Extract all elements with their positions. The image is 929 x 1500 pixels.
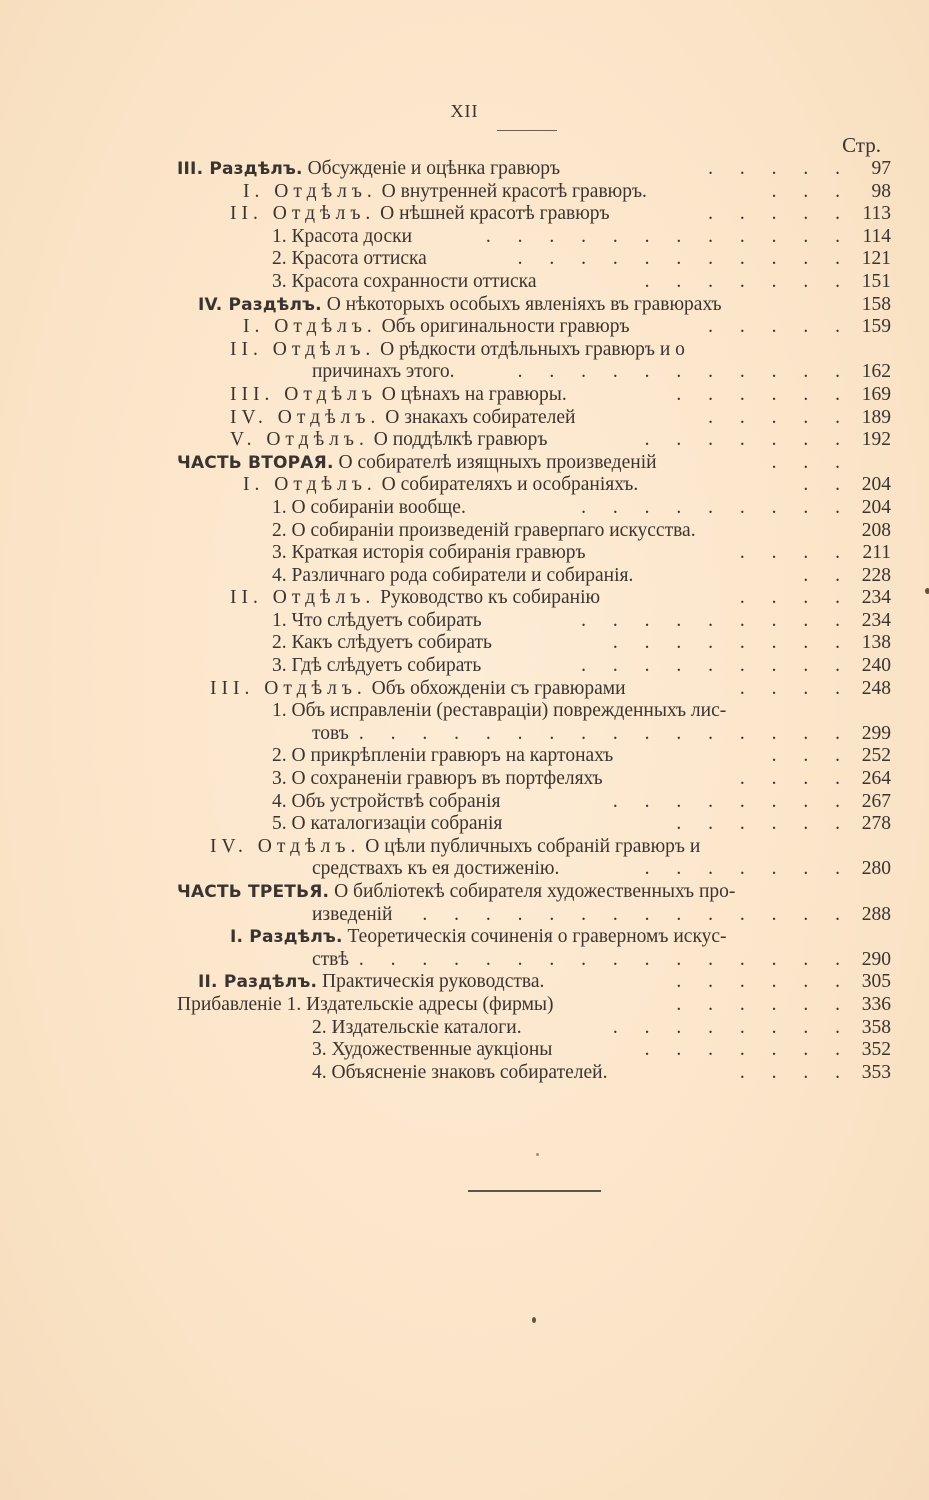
toc-entry-title: Какъ слѣдуетъ собирать (286, 632, 492, 654)
toc-entry (0, 384, 929, 407)
toc-entry-prefix: Прибавленіе 1. (177, 993, 302, 1015)
dot-leaders: . . . . . (708, 316, 851, 338)
dot-leaders: . . . . . . (676, 971, 851, 993)
toc-entry-label (243, 181, 647, 204)
toc-entry-title: Руководство къ собиранію (375, 587, 601, 609)
toc-entry-label (210, 836, 700, 859)
toc-entry-title: О поддѣлкѣ гравюръ (368, 429, 548, 451)
dot-leaders: . . . . . . . . . (581, 655, 851, 677)
toc-entry (0, 361, 929, 384)
toc-entry-page: 208 (861, 519, 891, 541)
toc-entry-prefix: II. Отдѣлъ. (230, 338, 376, 360)
toc-entry-page: 204 (861, 474, 891, 496)
toc-entry-label (312, 361, 454, 384)
dot-leaders: . . . . . . . . (612, 632, 851, 654)
dot-leaders: . . . . . . . (644, 1039, 851, 1061)
toc-entry-prefix: 3. (272, 768, 287, 790)
dot-leaders: . . . (771, 451, 851, 473)
toc-entry-label (230, 926, 727, 949)
toc-entry-page: 162 (861, 361, 891, 383)
toc-entry-label (312, 723, 349, 746)
toc-entry-title: О цѣли публичныхъ собраній гравюръ и (360, 835, 701, 857)
dot-leaders: . . . . . (708, 158, 851, 179)
toc-entry-prefix: 3. (272, 542, 287, 564)
toc-entry-title: Объ оригинальности гравюръ (376, 316, 630, 338)
toc-entry-title: О библіотекѣ собирателя художественныхъ про- (329, 881, 736, 902)
toc-entry-prefix: I. Отдѣлъ. (243, 316, 377, 338)
toc-entry-prefix: 4. (272, 790, 287, 812)
toc-entry-label (210, 678, 626, 701)
toc-entry-page: 234 (861, 587, 891, 609)
toc-entry (0, 1017, 929, 1040)
toc-entry-label (177, 881, 735, 904)
toc-entry-label (272, 700, 726, 723)
toc-entry-prefix: II. Отдѣлъ. (230, 587, 376, 609)
toc-entry (0, 700, 929, 723)
toc-entry-prefix: 1. (272, 700, 287, 722)
dot-leaders: . . . . . . (676, 993, 851, 1015)
toc-entry-page: 248 (861, 677, 891, 699)
toc-entry-label (198, 294, 722, 317)
toc-entry-title: Гдѣ слѣдуетъ собирать (286, 655, 482, 677)
toc-entry-page: 228 (861, 564, 891, 586)
toc-entry (0, 181, 929, 204)
toc-entry-title: О нѣшней красотѣ гравюръ (375, 203, 610, 225)
dot-leaders: . . . . . . . . . . . . . . (422, 903, 851, 925)
dot-leaders: . . . . (739, 542, 851, 564)
toc-entry (0, 542, 929, 565)
toc-entry-label (177, 452, 657, 475)
dot-leaders: . . . . . . (676, 813, 851, 835)
toc-entry-title: О собирателѣ изящныхъ произведеній (333, 451, 657, 473)
toc-entry-label (230, 339, 685, 362)
toc-entry-page: 240 (861, 655, 891, 677)
dot-leaders: . . . . . . (676, 383, 851, 405)
toc-entry-page: 121 (861, 248, 891, 270)
toc-entry (0, 407, 929, 430)
toc-entry-page: 138 (861, 632, 891, 654)
toc-entry-prefix: V. Отдѣлъ. (230, 429, 369, 451)
toc-entry-title: Красота сохранности оттиска (286, 270, 537, 292)
footer-rule (468, 1190, 601, 1192)
toc-entry-page: 358 (861, 1016, 891, 1038)
toc-entry-label (230, 407, 575, 430)
dot-leaders: . . . . . . . (644, 429, 851, 451)
toc-entry-page: 299 (861, 722, 891, 744)
toc-entry-label (312, 949, 349, 972)
toc-entry-title: ствѣ (312, 948, 349, 970)
toc-entry-label (230, 203, 610, 226)
toc-entry-title: Объ обхожденіи съ гравюрами (366, 677, 626, 699)
toc-entry (0, 723, 929, 746)
toc-entry-label (272, 745, 613, 768)
dot-leaders: . . . . . . . . . . . (517, 248, 851, 270)
toc-entry-label (272, 271, 536, 294)
toc-entry (0, 994, 929, 1017)
toc-entry-title: О цѣнахъ на гравюры. (376, 383, 567, 405)
toc-entry-prefix: I. Отдѣлъ. (243, 180, 377, 202)
toc-entry-label (312, 1062, 607, 1085)
toc-entry-label (272, 791, 500, 814)
toc-entry-page: 336 (861, 993, 891, 1015)
toc-entry (0, 926, 929, 949)
toc-entry-page: 113 (862, 203, 891, 225)
toc-entry (0, 203, 929, 226)
toc-entry-page: 97 (871, 158, 891, 179)
toc-entry (0, 497, 929, 520)
toc-entry-prefix: 2. (312, 1016, 327, 1038)
toc-entry-label (312, 1039, 552, 1062)
toc-entry-title: Практическія руководства. (317, 971, 545, 993)
paper-speck (536, 1153, 539, 1156)
toc-entry-prefix: 2. (272, 745, 287, 767)
toc-entry-page: 353 (861, 1061, 891, 1083)
toc-entry (0, 791, 929, 814)
toc-entry-page: 234 (861, 609, 891, 631)
dot-leaders: . . . . . . . . . (581, 496, 851, 518)
toc-entry (0, 836, 929, 859)
dot-leaders: . . . (771, 180, 851, 202)
paper-speck (925, 588, 929, 594)
toc-entry-label (272, 497, 466, 520)
toc-entry-label (312, 858, 559, 881)
toc-entry-page: 169 (861, 383, 891, 405)
toc-entry (0, 1062, 929, 1085)
toc-entry (0, 587, 929, 610)
toc-entry-page: 98 (871, 180, 891, 202)
toc-entry-label (272, 520, 696, 543)
toc-entry (0, 316, 929, 339)
toc-entry-title: О собираніи произведеній граверпаго искусства. (286, 519, 696, 541)
toc-entry-prefix: IV. Отдѣлъ. (210, 835, 361, 857)
dot-leaders: . . . . . . . . (612, 790, 851, 812)
toc-entry-title: Различнаго рода собиратели и собиранія. (286, 564, 634, 586)
toc-entry (0, 768, 929, 791)
toc-entry (0, 452, 929, 475)
toc-entry (0, 678, 929, 701)
toc-entry-label (272, 655, 481, 678)
toc-entry-prefix: I. Раздѣлъ. (230, 927, 343, 948)
toc-entry-label (177, 158, 560, 181)
toc-entry-title: изведеній (312, 903, 393, 925)
dot-leaders: . . . . . . . . . (581, 609, 851, 631)
dot-leaders: . . . . (739, 587, 851, 609)
toc-entry-prefix: II. Отдѣлъ. (230, 203, 376, 225)
toc-entry-page: 189 (861, 406, 891, 428)
toc-entry-prefix: 4. (312, 1061, 327, 1083)
toc-entry (0, 226, 929, 249)
toc-entry-label (272, 565, 633, 588)
toc-entry-label (272, 813, 502, 836)
toc-entry-prefix: 3. (312, 1039, 327, 1061)
toc-entry-page: 204 (861, 496, 891, 518)
toc-entry-prefix: III. Отдѣлъ (230, 383, 377, 405)
dot-leaders: . . . (771, 745, 851, 767)
toc-entry-title: Издательскіе адресы (фирмы) (301, 993, 554, 1015)
dot-leaders: . . (803, 474, 851, 496)
toc-entry-title: Красота доски (286, 225, 413, 247)
toc-entry-title: Издательскіе каталоги. (326, 1016, 522, 1038)
toc-entry-prefix: I. Отдѣлъ. (243, 474, 377, 496)
paper-speck (532, 1317, 536, 1323)
toc-entry (0, 158, 929, 181)
dot-leaders: . . . . . . . . (612, 1016, 851, 1038)
toc-entry-label (312, 904, 393, 927)
toc-entry-prefix: 2. (272, 632, 287, 654)
toc-entry (0, 904, 929, 927)
toc-entry-label (272, 768, 603, 791)
dot-leaders: . . . . . (708, 406, 851, 428)
page-column-header: Стр. (842, 133, 881, 157)
toc-entry-prefix: 2. (272, 519, 287, 541)
toc-entry-page: 280 (861, 858, 891, 880)
toc-entry-label (243, 474, 638, 497)
toc-entry-prefix: III. Отдѣлъ. (210, 677, 367, 699)
toc-entry-title: Художественные аукціоны (326, 1039, 553, 1061)
toc-entry-page: 352 (861, 1039, 891, 1061)
dot-leaders: . . . . (739, 1061, 851, 1083)
toc-entry-label (312, 1017, 522, 1040)
toc-entry-title: причинахъ этого. (312, 361, 455, 383)
toc-entry (0, 339, 929, 362)
dot-leaders: . . . . . . . (644, 858, 851, 880)
toc-entry (0, 745, 929, 768)
toc-entry-prefix: ЧАСТЬ ТРЕТЬЯ. (177, 882, 330, 902)
toc-entry-title: Краткая исторія собиранія гравюръ (286, 542, 586, 564)
toc-entry-prefix: 1. (272, 225, 287, 247)
toc-entry (0, 271, 929, 294)
dot-leaders: . . . . . . . . . . . (517, 361, 851, 383)
toc-entry-title: средствахъ къ ея достиженію. (312, 858, 560, 880)
toc-entry-prefix: 1. (272, 496, 287, 518)
toc-entry (0, 520, 929, 543)
toc-entry-label (243, 316, 630, 339)
toc-entry-title: О нѣкоторыхъ особыхъ явленіяхъ въ гравюрахъ (321, 293, 722, 315)
toc-entry (0, 429, 929, 452)
toc-entry-page: 159 (861, 316, 891, 338)
toc-entry-prefix: 3. (272, 270, 287, 292)
page-number: XII (450, 101, 479, 121)
dot-leaders: . . . . (739, 677, 851, 699)
toc-entry-title: О прикрѣпленіи гравюръ на картонахъ (286, 745, 614, 767)
toc-entry-prefix: 1. (272, 609, 287, 631)
toc-entry-title: Теоретическія сочиненія о граверномъ искус- (342, 926, 727, 948)
dot-leaders: . . . . . . . . . . . . (485, 225, 851, 247)
toc-entry-label (198, 971, 544, 994)
toc-entry (0, 610, 929, 633)
toc-entry-title: Объ устройствѣ собранія (286, 790, 501, 812)
toc-entry (0, 565, 929, 588)
toc-entry-label (272, 248, 427, 271)
toc-entry-title: Что слѣдуетъ собирать (286, 609, 482, 631)
toc-entry-title: О каталогизаціи собранія (286, 813, 503, 835)
toc-entry-title: О собираніи вообще. (286, 496, 466, 518)
toc-entry (0, 858, 929, 881)
toc-entry (0, 971, 929, 994)
toc-entry (0, 248, 929, 271)
toc-entry-title: О собирателяхъ и особраніяхъ. (376, 474, 639, 496)
toc-entry-prefix: IV. Раздѣлъ. (198, 294, 322, 315)
toc-entry-page: 305 (861, 971, 891, 993)
toc-entry-prefix: 5. (272, 813, 287, 835)
toc-entry-label (272, 632, 492, 655)
toc-entry-prefix: 4. (272, 564, 287, 586)
toc-entry (0, 655, 929, 678)
toc-entry-prefix: 3. (272, 655, 287, 677)
toc-entry-page: 114 (862, 225, 891, 247)
toc-entry-prefix: IV. Отдѣлъ. (230, 406, 381, 428)
toc-entry-page: 278 (861, 813, 891, 835)
dot-leaders: . . . . . . . (644, 270, 851, 292)
toc-entry-page: 211 (862, 542, 891, 564)
toc-entry-title: О рѣдкости отдѣльныхъ гравюръ и о (375, 338, 685, 360)
toc-entry-label (230, 587, 600, 610)
toc-entry-label (177, 994, 554, 1017)
toc-entry-page: 192 (861, 429, 891, 451)
toc-entry-prefix: ЧАСТЬ ВТОРАЯ. (177, 452, 334, 473)
dot-leaders: . . . . . . . . . . . . . . . . (358, 948, 851, 970)
toc-entry-prefix: II. Раздѣлъ. (198, 972, 318, 993)
toc-entry (0, 813, 929, 836)
toc-entry-title: Красота оттиска (286, 248, 427, 270)
toc-entry-page: 290 (861, 948, 891, 970)
toc-entry-page: 151 (861, 270, 891, 292)
dot-leaders: . . . . (739, 768, 851, 790)
toc-entry-title: Обсужденіе и оцѣнка гравюръ (302, 158, 561, 179)
toc-entry (0, 1039, 929, 1062)
toc-entry (0, 632, 929, 655)
toc-entry (0, 949, 929, 972)
toc-entry-title: Объ исправленіи (реставраціи) поврежденныхъ лис- (286, 700, 727, 722)
header-rule (497, 130, 557, 131)
toc-entry-page: 264 (861, 768, 891, 790)
toc-entry-title: О сохраненіи гравюръ въ портфеляхъ (286, 768, 603, 790)
dot-leaders: . . . . . (708, 203, 851, 225)
toc-entry-prefix: 2. (272, 248, 287, 270)
toc-entry-label (272, 542, 586, 565)
toc-entry-prefix: III. Раздѣлъ. (177, 159, 303, 179)
dot-leaders: . . (803, 564, 851, 586)
toc-entry-title: О внутренней красотѣ гравюръ. (376, 180, 647, 202)
toc-entry-title: О знакахъ собирателей (380, 406, 576, 428)
toc-entry-label (272, 226, 412, 249)
toc-entry-title: Объясненіе знаковъ собирателей. (326, 1061, 608, 1083)
toc-entry (0, 881, 929, 904)
toc-entry-label (230, 384, 567, 407)
toc-entry-page: 267 (861, 790, 891, 812)
toc-entry-title: товъ (312, 722, 349, 744)
dot-leaders: . . . . . . . . . . . . . . . . (358, 722, 851, 744)
table-of-contents (0, 158, 929, 1084)
toc-entry-page: 158 (861, 293, 891, 315)
toc-entry-page: 288 (861, 903, 891, 925)
toc-entry (0, 474, 929, 497)
toc-entry-label (230, 429, 547, 452)
toc-entry-page: 252 (861, 745, 891, 767)
toc-entry (0, 294, 929, 317)
toc-entry-label (272, 610, 482, 633)
